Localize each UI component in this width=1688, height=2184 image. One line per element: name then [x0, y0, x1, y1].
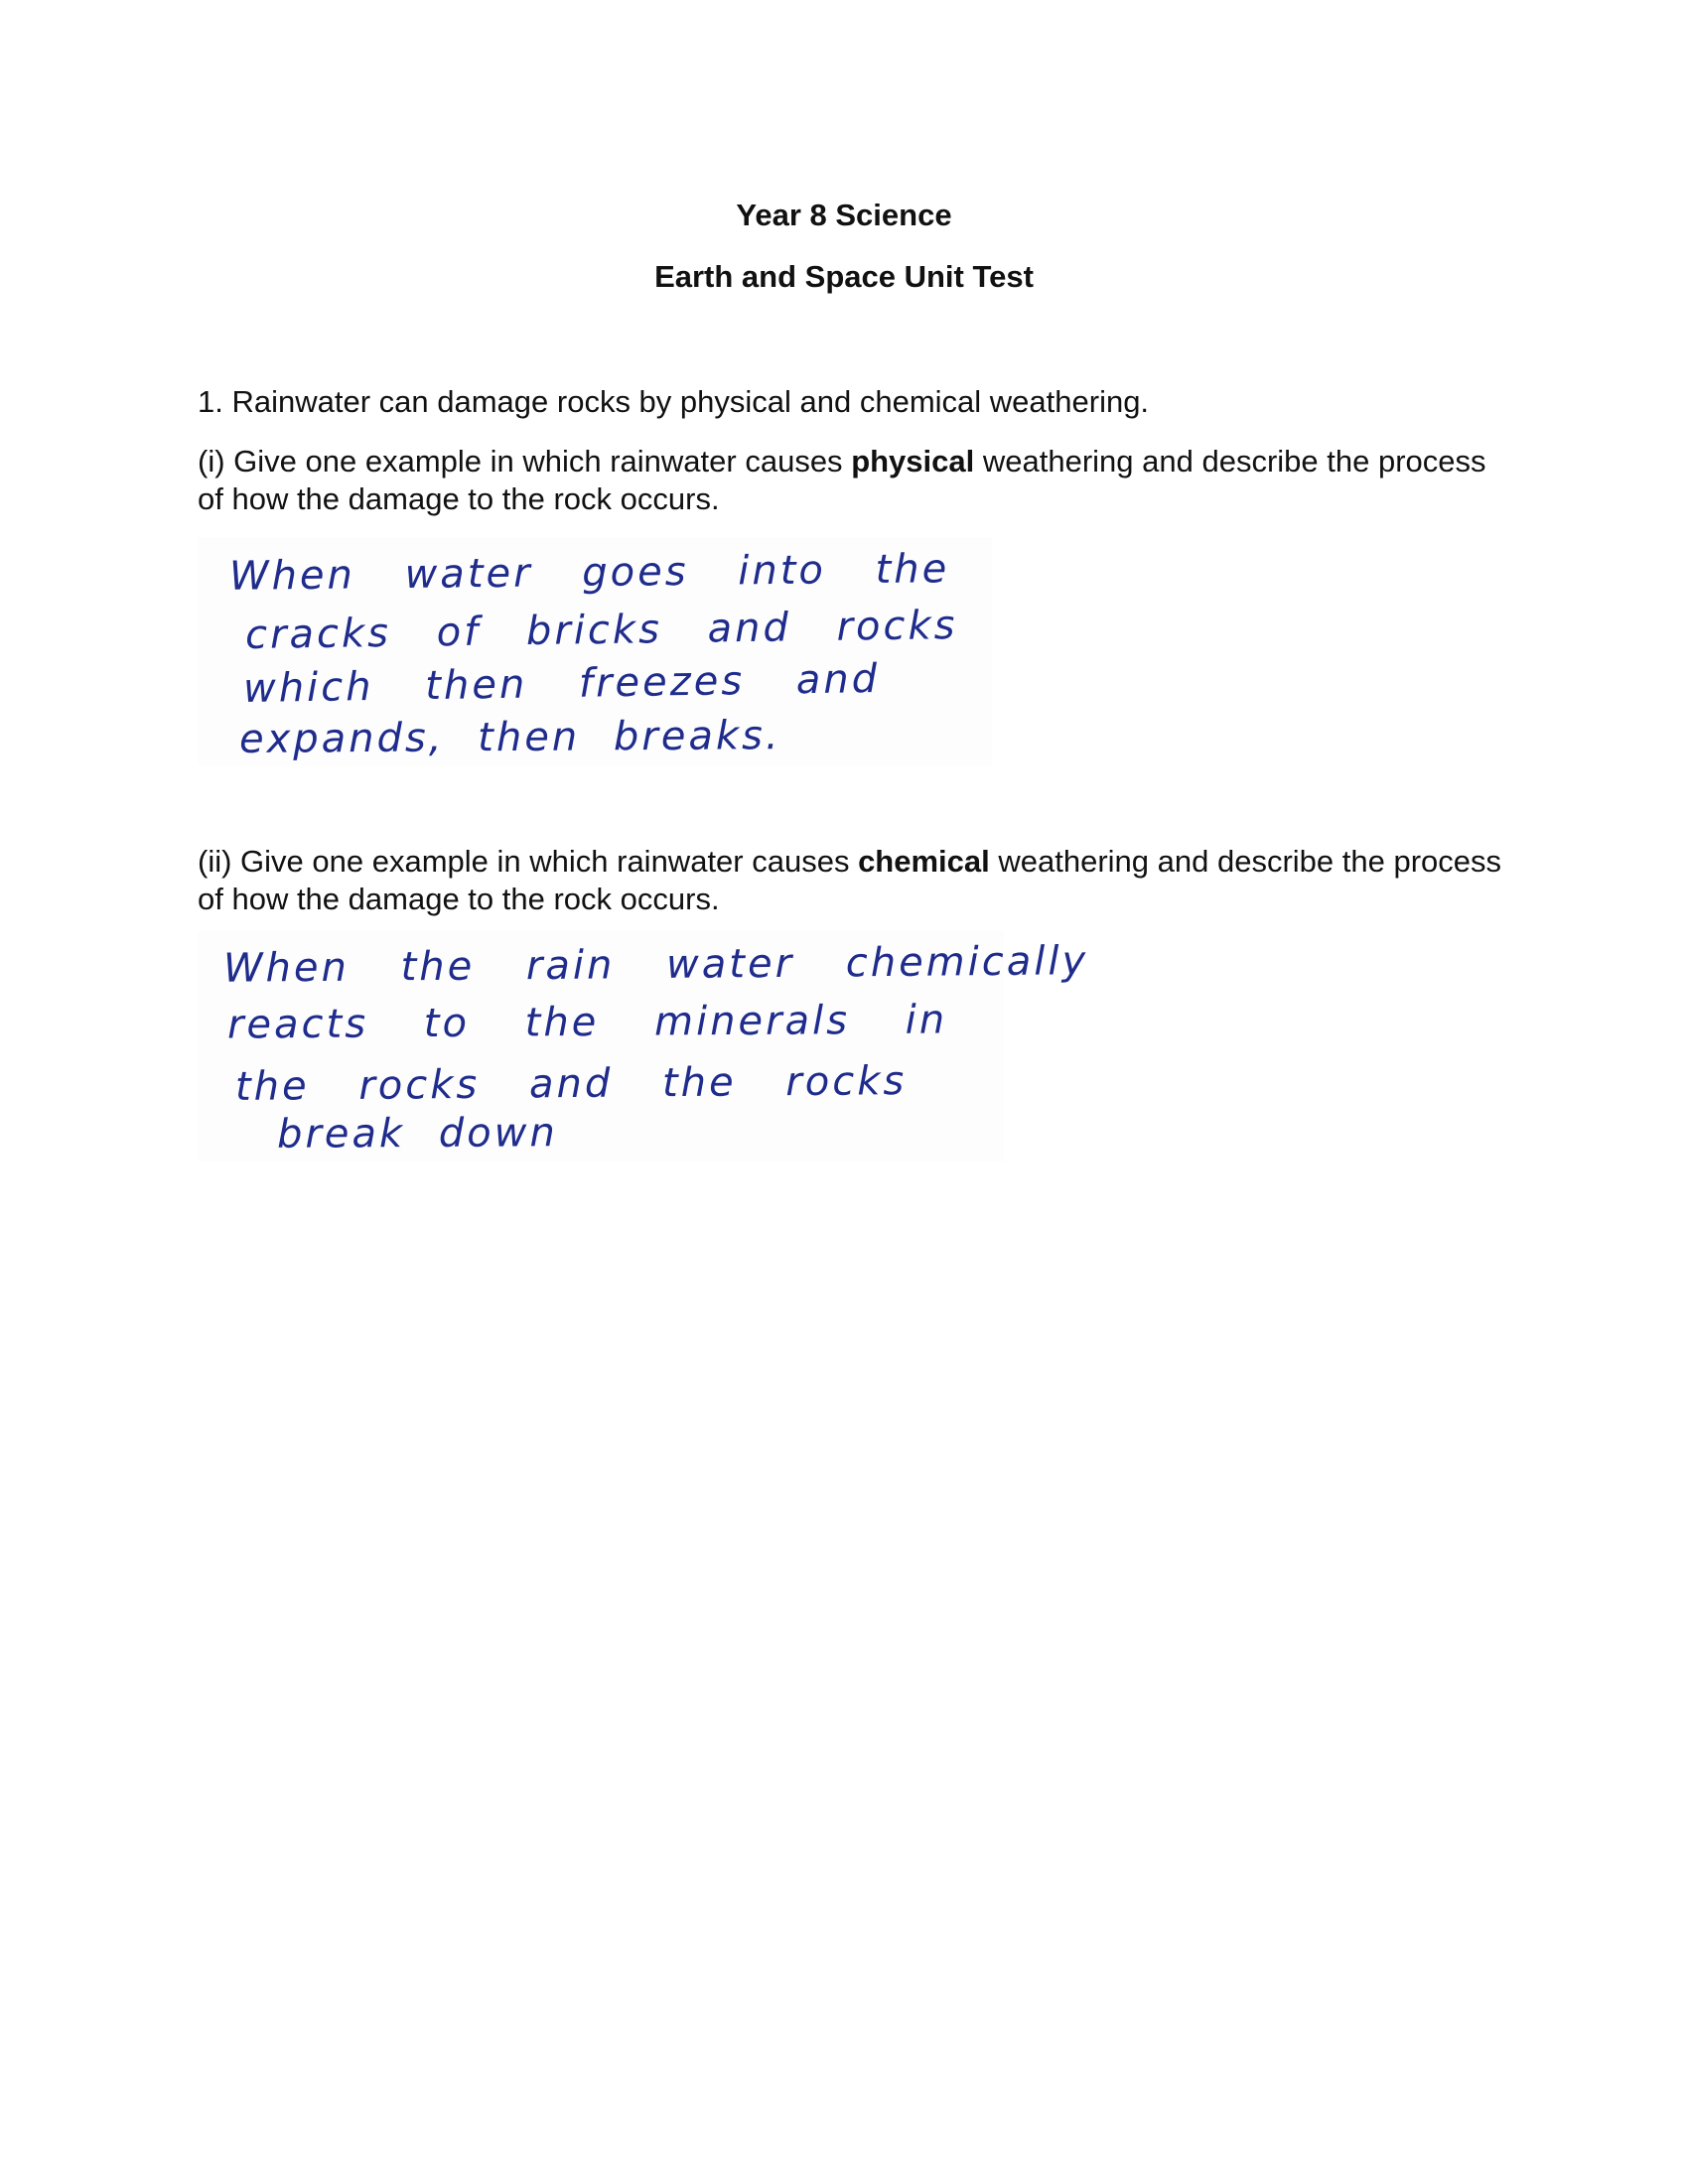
answer-i-line-3: which then freezes and — [242, 655, 881, 713]
answer-ii-line-1: When the rain water chemically — [222, 938, 1089, 992]
answer-ii-line-4: break down — [276, 1110, 558, 1158]
part-i-suffix: weathering and describe the process of how the damage to the rock occurs. — [198, 444, 1486, 516]
part-ii-prefix: (ii) Give one example in which rainwater causes — [198, 844, 859, 879]
question-1-part-ii — [198, 843, 1518, 918]
part-i-emphasis: physical — [851, 444, 975, 478]
answer-ii-line-2: reacts to the minerals in — [226, 997, 948, 1048]
answer-ii-line-3: the rocks and the rocks — [234, 1058, 908, 1110]
answer-i-line-2: cracks of bricks and rocks — [244, 602, 958, 659]
handwritten-answer-ii — [198, 931, 1089, 1161]
answer-i-line-1: When water goes into the — [228, 546, 950, 600]
part-i-prefix: (i) Give one example in which rainwater causes — [198, 444, 852, 478]
handwritten-answer-i — [198, 537, 992, 765]
page-subtitle: Earth and Space Unit Test — [654, 259, 1034, 294]
page-title: Year 8 Science — [736, 198, 952, 232]
question-1-part-i — [198, 443, 1518, 518]
part-ii-emphasis: chemical — [858, 844, 990, 879]
part-ii-suffix: weathering and describe the process of how the damage to the rock occurs. — [198, 844, 1502, 916]
answer-i-line-4: expands, then breaks. — [238, 713, 781, 762]
question-1-intro: 1. Rainwater can damage rocks by physical and chemical weathering. — [198, 384, 1150, 419]
